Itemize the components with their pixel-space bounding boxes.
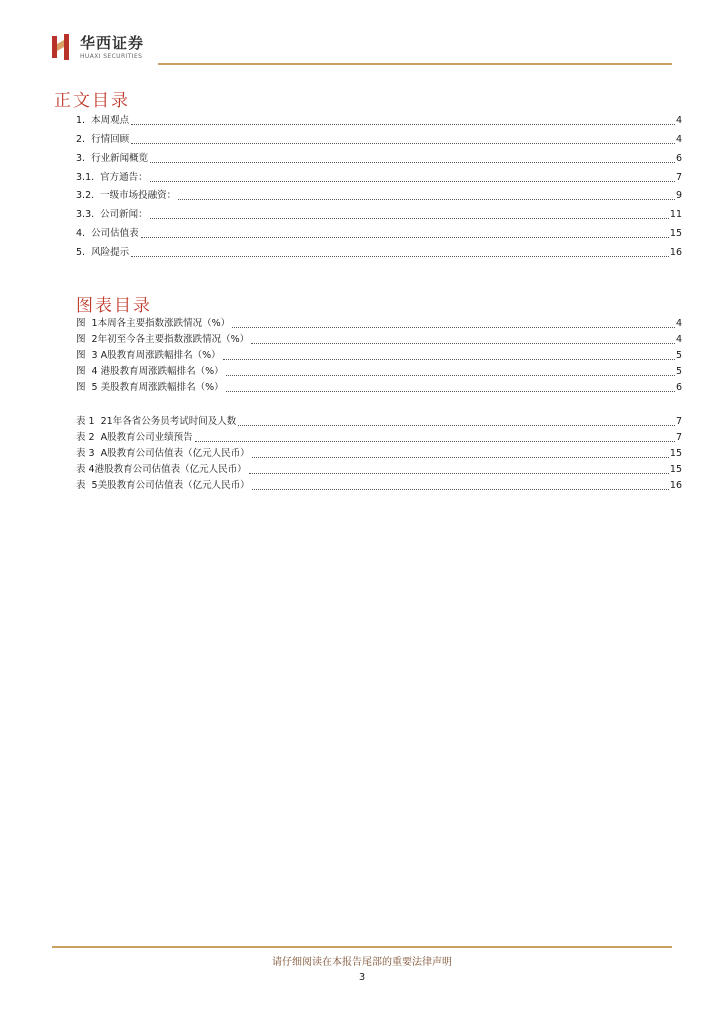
legal-disclaimer: 请仔细阅读在本报告尾部的重要法律声明 [272,957,452,968]
leader-dots [238,424,675,426]
header-divider [158,63,672,65]
toc-item-page: 15 [669,228,682,239]
table-toc-item[interactable] [76,448,682,460]
leader-dots [150,217,669,219]
leader-dots [223,358,675,360]
toc-item-page: 5 [675,350,682,361]
toc-item-label: 图 5 美股教育周涨跌幅排名（%） [76,382,224,393]
figure-toc-item[interactable] [76,334,682,346]
toc-item[interactable] [76,247,682,259]
leader-dots [178,198,675,200]
chart-toc-title: 图表目录 [76,296,152,316]
toc-item-page: 15 [669,464,682,475]
leader-dots [150,180,675,182]
brand-name-en: HUAXI SECURITIES [80,53,143,60]
leader-dots [251,342,675,344]
toc-item-label: 2. 行情回顾 [76,134,130,145]
toc-item-label: 图 1本周各主要指数涨跌情况（%） [76,318,231,329]
figure-toc-item[interactable] [76,366,682,378]
toc-item-page: 6 [675,153,682,164]
toc-item-page: 5 [675,366,682,377]
leader-dots [150,161,675,163]
leader-dots [226,390,675,392]
toc-item-page: 4 [675,115,682,126]
toc-item-page: 7 [675,416,682,427]
figure-toc-item[interactable] [76,318,682,330]
toc-item[interactable] [76,134,682,146]
leader-dots [232,326,675,328]
main-toc-title: 正文目录 [54,91,130,111]
toc-item-label: 4. 公司估值表 [76,228,139,239]
leader-dots [249,472,669,474]
leader-dots [195,440,675,442]
toc-item-page: 15 [669,448,682,459]
leader-dots [252,488,669,490]
toc-item[interactable] [76,209,682,221]
toc-item-page: 6 [675,382,682,393]
toc-item-label: 3.2. 一级市场投融资： [76,190,177,201]
toc-item-label: 表 3 A股教育公司估值表（亿元人民币） [76,448,250,459]
figure-toc-item[interactable] [76,350,682,362]
toc-item[interactable] [76,172,682,184]
figure-toc-item[interactable] [76,382,682,394]
toc-item-label: 5. 风险提示 [76,247,130,258]
toc-item[interactable] [76,190,682,202]
toc-item-label: 3. 行业新闻概览 [76,153,149,164]
toc-item-label: 图 2年初至今各主要指数涨跌情况（%） [76,334,250,345]
toc-item-label: 表 4港股教育公司估值表（亿元人民币） [76,464,247,475]
table-toc-item[interactable] [76,432,682,444]
toc-item-label: 3.1. 官方通告： [76,172,148,183]
toc-item[interactable] [76,115,682,127]
toc-item-label: 图 3 A股教育周涨跌幅排名（%） [76,350,221,361]
toc-item-label: 表 5美股教育公司估值表（亿元人民币） [76,480,250,491]
toc-item-page: 7 [675,172,682,183]
table-toc-item[interactable] [76,480,682,492]
toc-item-label: 1. 本周观点 [76,115,130,126]
toc-item[interactable] [76,228,682,240]
page-number: 3 [358,972,366,983]
toc-item-page: 9 [675,190,682,201]
leader-dots [252,456,669,458]
toc-item-page: 11 [669,209,682,220]
leader-dots [141,236,669,238]
table-toc-item[interactable] [76,464,682,476]
leader-dots [226,374,675,376]
toc-item-label: 3.3. 公司新闻： [76,209,148,220]
toc-item-page: 4 [675,318,682,329]
leader-dots [131,123,675,125]
huaxi-logo-icon [52,34,72,60]
footer-divider [52,946,672,948]
leader-dots [131,255,669,257]
table-toc-item[interactable] [76,416,682,428]
brand-name-cn: 华西证券 [80,34,145,52]
toc-item[interactable] [76,153,682,165]
toc-item-page: 7 [675,432,682,443]
toc-item-page: 4 [675,134,682,145]
toc-item-page: 16 [669,247,682,258]
toc-item-label: 图 4 港股教育周涨跌幅排名（%） [76,366,224,377]
leader-dots [131,142,675,144]
toc-item-label: 表 1 21年各省公务员考试时间及人数 [76,416,237,427]
toc-item-page: 16 [669,480,682,491]
toc-item-label: 表 2 A股教育公司业绩预告 [76,432,193,443]
toc-item-page: 4 [675,334,682,345]
